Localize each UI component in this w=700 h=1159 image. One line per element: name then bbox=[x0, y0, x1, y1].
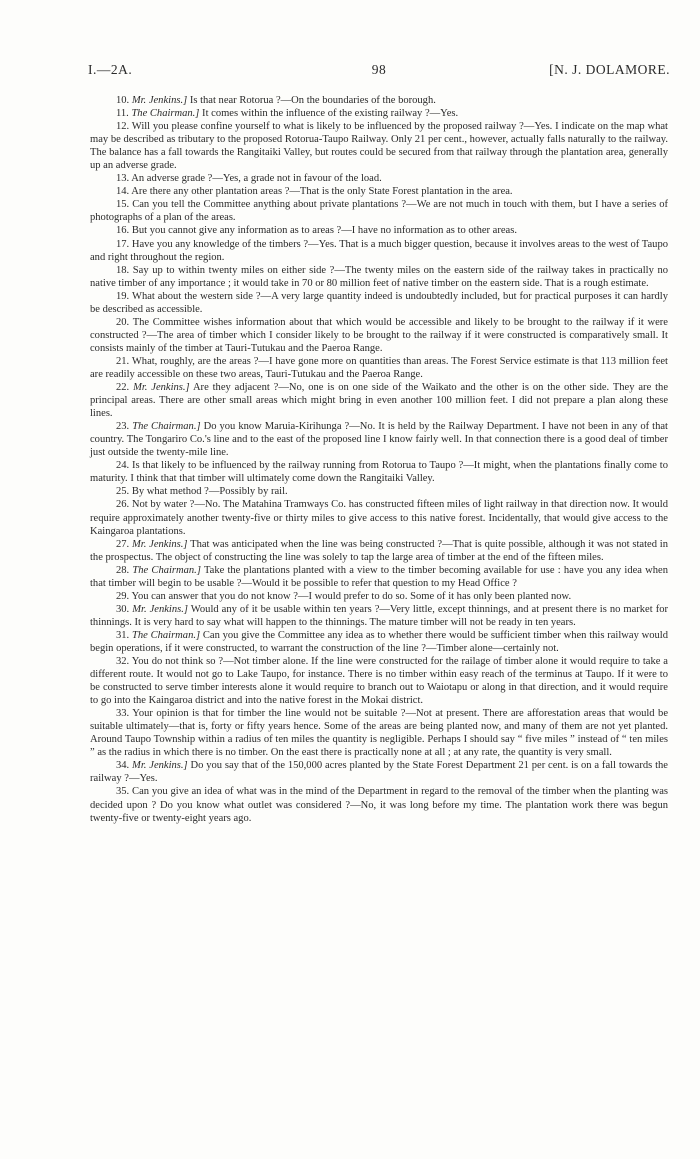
question-number: 22. bbox=[116, 382, 134, 394]
testimony-paragraph bbox=[90, 759, 668, 785]
question-number: 13. bbox=[116, 173, 132, 185]
question-number: 33. bbox=[116, 708, 133, 720]
question-answer-text: Is that near Rotorua ?—On the boundaries of the borough. bbox=[187, 95, 436, 106]
question-number: 31. bbox=[116, 629, 132, 641]
question-answer-text: But you cannot give any information as to areas ?—I have no information as to other areas. bbox=[131, 225, 517, 237]
testimony-paragraph bbox=[90, 603, 668, 629]
testimony-paragraph bbox=[90, 420, 668, 459]
question-number: 21. bbox=[116, 355, 132, 367]
question-number: 10. bbox=[116, 95, 132, 106]
testimony-paragraph bbox=[90, 629, 668, 655]
question-number: 26. bbox=[116, 499, 132, 511]
testimony-paragraph bbox=[90, 107, 668, 120]
question-number: 20. bbox=[116, 316, 133, 328]
speaker-label: The Chairman.] bbox=[132, 421, 201, 433]
question-answer-text: Would any of it be usable within ten years ?—Very little, except thinnings, and at present there is no market for thinnings. It is very hard to say what will happen to the thinnings. The mature timber will not be ready in ten years. bbox=[90, 603, 668, 628]
testimony-paragraph bbox=[90, 459, 668, 485]
question-number: 15. bbox=[116, 199, 133, 211]
speaker-label: Mr. Jenkins.] bbox=[132, 603, 188, 615]
speaker-label: Mr. Jenkins.] bbox=[132, 538, 188, 550]
testimony-paragraph bbox=[90, 290, 668, 316]
testimony-body bbox=[90, 94, 668, 825]
question-answer-text: You can answer that you do not know ?—I would prefer to do so. Some of it has only been planted now. bbox=[131, 590, 572, 602]
question-number: 25. bbox=[116, 486, 132, 498]
question-number: 17. bbox=[116, 238, 132, 250]
question-answer-text: Do you say that of the 150,000 acres planted by the State Forest Department 21 per cent. is on a fall towards the railway ?—Yes. bbox=[90, 760, 668, 785]
question-number: 24. bbox=[116, 460, 133, 472]
testimony-paragraph bbox=[90, 224, 668, 237]
testimony-paragraph bbox=[90, 316, 668, 355]
testimony-paragraph bbox=[90, 120, 668, 172]
question-number: 12. bbox=[116, 121, 132, 133]
question-answer-text: Have you any knowledge of the timbers ?—Yes. That is a much bigger question, because it involves areas to the west of Taupo and right throughout the region. bbox=[90, 238, 668, 263]
testimony-paragraph bbox=[90, 264, 668, 290]
speaker-label: The Chairman.] bbox=[132, 564, 201, 576]
question-answer-text: Are they adjacent ?—No, one is on one side of the Waikato and the other is on the other side. They are the principal areas. There are other small areas which might bring in even another 100 million feet. I did not prepare a plan along these lines. bbox=[90, 382, 668, 420]
question-number: 11. bbox=[116, 108, 132, 120]
testimony-paragraph bbox=[90, 498, 668, 537]
question-answer-text: Can you tell the Committee anything about private plantations ?—We are not much in touch with them, but I have a series of photographs of a plan of the areas. bbox=[90, 199, 668, 224]
question-answer-text: By what method ?—Possibly by rail. bbox=[131, 486, 288, 498]
question-number: 16. bbox=[116, 225, 132, 237]
question-number: 30. bbox=[116, 603, 133, 615]
question-answer-text: Not by water ?—No. The Matahina Tramways Co. has constructed fifteen miles of light railway in that direction now. It would require approximately another twenty-five or thirty miles to give access to this native forest. Incidentally, that would give access to the Kaingaroa plantations. bbox=[90, 499, 668, 537]
speaker-label: Mr. Jenkins.] bbox=[133, 382, 190, 394]
question-answer-text: Take the plantations planted with a view to the timber becoming available for use : have you any idea when that timber will begin to be usable ?—Would it be possible to refer that question to my Head Office ? bbox=[90, 564, 669, 589]
question-number: 23. bbox=[116, 421, 133, 433]
testimony-paragraph bbox=[90, 172, 668, 185]
testimony-paragraph bbox=[90, 381, 668, 420]
question-answer-text: That was anticipated when the line was being constructed ?—That is quite possible, although it was not stated in the prospectus. The object of constructing the line was solely to tap the large area of timber at the end of the fifteen miles. bbox=[90, 538, 668, 563]
question-answer-text: What about the western side ?—A very large quantity indeed is undoubtedly included, but for practical purposes it can hardly be described as accessible. bbox=[90, 290, 668, 315]
question-number: 19. bbox=[116, 290, 132, 302]
testimony-paragraph bbox=[90, 485, 668, 498]
page-number: 98 bbox=[371, 62, 387, 77]
question-answer-text: Your opinion is that for timber the line would not be suitable ?—Not at present. There are afforestation areas that would be suitable ultimately—that is, forty or fifty years hence. Some of the areas are being planted now, and many of them are not yet planted. Around Taupo Township within a radius of ten miles the quantity is negligible. Perhaps I should say “ five miles ” instead of “ ten miles ” as the radius in which there is no timber. On the east there is practically none at all ; at any rate, the quantity is very small. bbox=[90, 708, 668, 759]
question-number: 32. bbox=[116, 656, 132, 668]
speaker-label: Mr. Jenkins.] bbox=[132, 760, 188, 772]
witness-name: [N. J. DOLAMORE. bbox=[549, 62, 670, 77]
question-number: 27. bbox=[116, 538, 132, 550]
question-answer-text: Do you know Maruia-Kirihunga ?—No. It is held by the Railway Department. I have not been in any of that country. The Tongariro Co.'s line and to the east of the proposed line I know fairly well. In that connection there is a good deal of timber just outside the twenty-mile line. bbox=[90, 421, 668, 459]
document-reference: I.—2A. bbox=[88, 62, 133, 77]
speaker-label: The Chairman.] bbox=[131, 108, 200, 120]
testimony-paragraph bbox=[90, 564, 668, 590]
question-answer-text: Can you give the Committee any idea as to whether there would be sufficient timber when this railway would begin operations, if it were constructed, to warrant the construction of the line ?—Timber alone—certainly not. bbox=[90, 629, 668, 654]
speaker-label: The Chairman.] bbox=[131, 629, 201, 641]
speaker-label: Mr. Jenkins.] bbox=[131, 95, 188, 106]
question-answer-text: An adverse grade ?—Yes, a grade not in favour of the load. bbox=[131, 173, 382, 185]
question-number: 14. bbox=[116, 186, 132, 198]
question-answer-text: Will you please confine yourself to what is likely to be influenced by the proposed railway ?—Yes. I indicate on the map what may be described as tributary to the proposed Rotorua-Taupo Railway. Only 21 per cent., however, actually falls naturally to the railway. The balance has a fall towards the Rangitaiki Valley, but routes could be secured from that railway through the plantation area, generally up an adverse grade. bbox=[90, 121, 668, 172]
testimony-paragraph bbox=[90, 707, 668, 759]
question-number: 29. bbox=[116, 590, 132, 602]
testimony-paragraph bbox=[90, 238, 668, 264]
question-number: 18. bbox=[116, 264, 133, 276]
question-answer-text: Can you give an idea of what was in the mind of the Department in regard to the removal of the timber when the planting was decided upon ? Do you know what outlet was considered ?—No, it was long before my time. The plantation work there was begun twenty-five or twenty-eight years ago. bbox=[90, 786, 668, 824]
testimony-paragraph bbox=[90, 198, 668, 224]
testimony-paragraph bbox=[90, 355, 668, 381]
question-number: 35. bbox=[116, 786, 133, 798]
question-answer-text: Are there any other plantation areas ?—That is the only State Forest plantation in the area. bbox=[131, 186, 513, 198]
testimony-paragraph bbox=[90, 94, 668, 107]
question-answer-text: Say up to within twenty miles on either side ?—The twenty miles on the eastern side of the railway takes in practically no native timber of any importance ; it would take in 70 or 80 million feet of native timber on the eastern side. That is a rough estimate. bbox=[90, 264, 668, 289]
page-header bbox=[88, 62, 670, 80]
testimony-paragraph bbox=[90, 538, 668, 564]
question-answer-text: Is that likely to be influenced by the railway running from Rotorua to Taupo ?—It might, when the plantations finally come to maturity. I think that that timber will ultimately come down the Rangitaiki Valley. bbox=[90, 460, 668, 485]
question-answer-text: The Committee wishes information about that which would be accessible and likely to be brought to the railway if it were constructed ?—The area of timber which I consider likely to be brought to the railway if it were constructed is comparatively small. It consists mainly of the timber at Tauri-Tutukau and the Paeroa Range. bbox=[90, 316, 668, 354]
testimony-paragraph bbox=[90, 185, 668, 198]
testimony-paragraph bbox=[90, 590, 668, 603]
testimony-paragraph bbox=[90, 785, 668, 824]
question-answer-text: What, roughly, are the areas ?—I have gone more on quantities than areas. The Forest Service estimate is that 113 million feet are readily accessible on these two areas, Tauri-Tutukau and the Paeroa Range. bbox=[90, 355, 668, 380]
testimony-paragraph bbox=[90, 655, 668, 707]
question-number: 34. bbox=[116, 760, 133, 772]
question-answer-text: You do not think so ?—Not timber alone. If the line were constructed for the railage of timber alone it would require to take a different route. It would not go to Lake Taupo, for instance. There is no timber within easy reach of the terminus at Taupo. If it were to be constructed to serve timber interests alone it would require to branch out to Waiotapu or along in that direction, and it would require to go into the Kaingaroa district and into the native forest in the Mokai district. bbox=[90, 656, 668, 707]
question-number: 28. bbox=[116, 564, 133, 576]
question-answer-text: It comes within the influence of the existing railway ?—Yes. bbox=[199, 108, 459, 120]
